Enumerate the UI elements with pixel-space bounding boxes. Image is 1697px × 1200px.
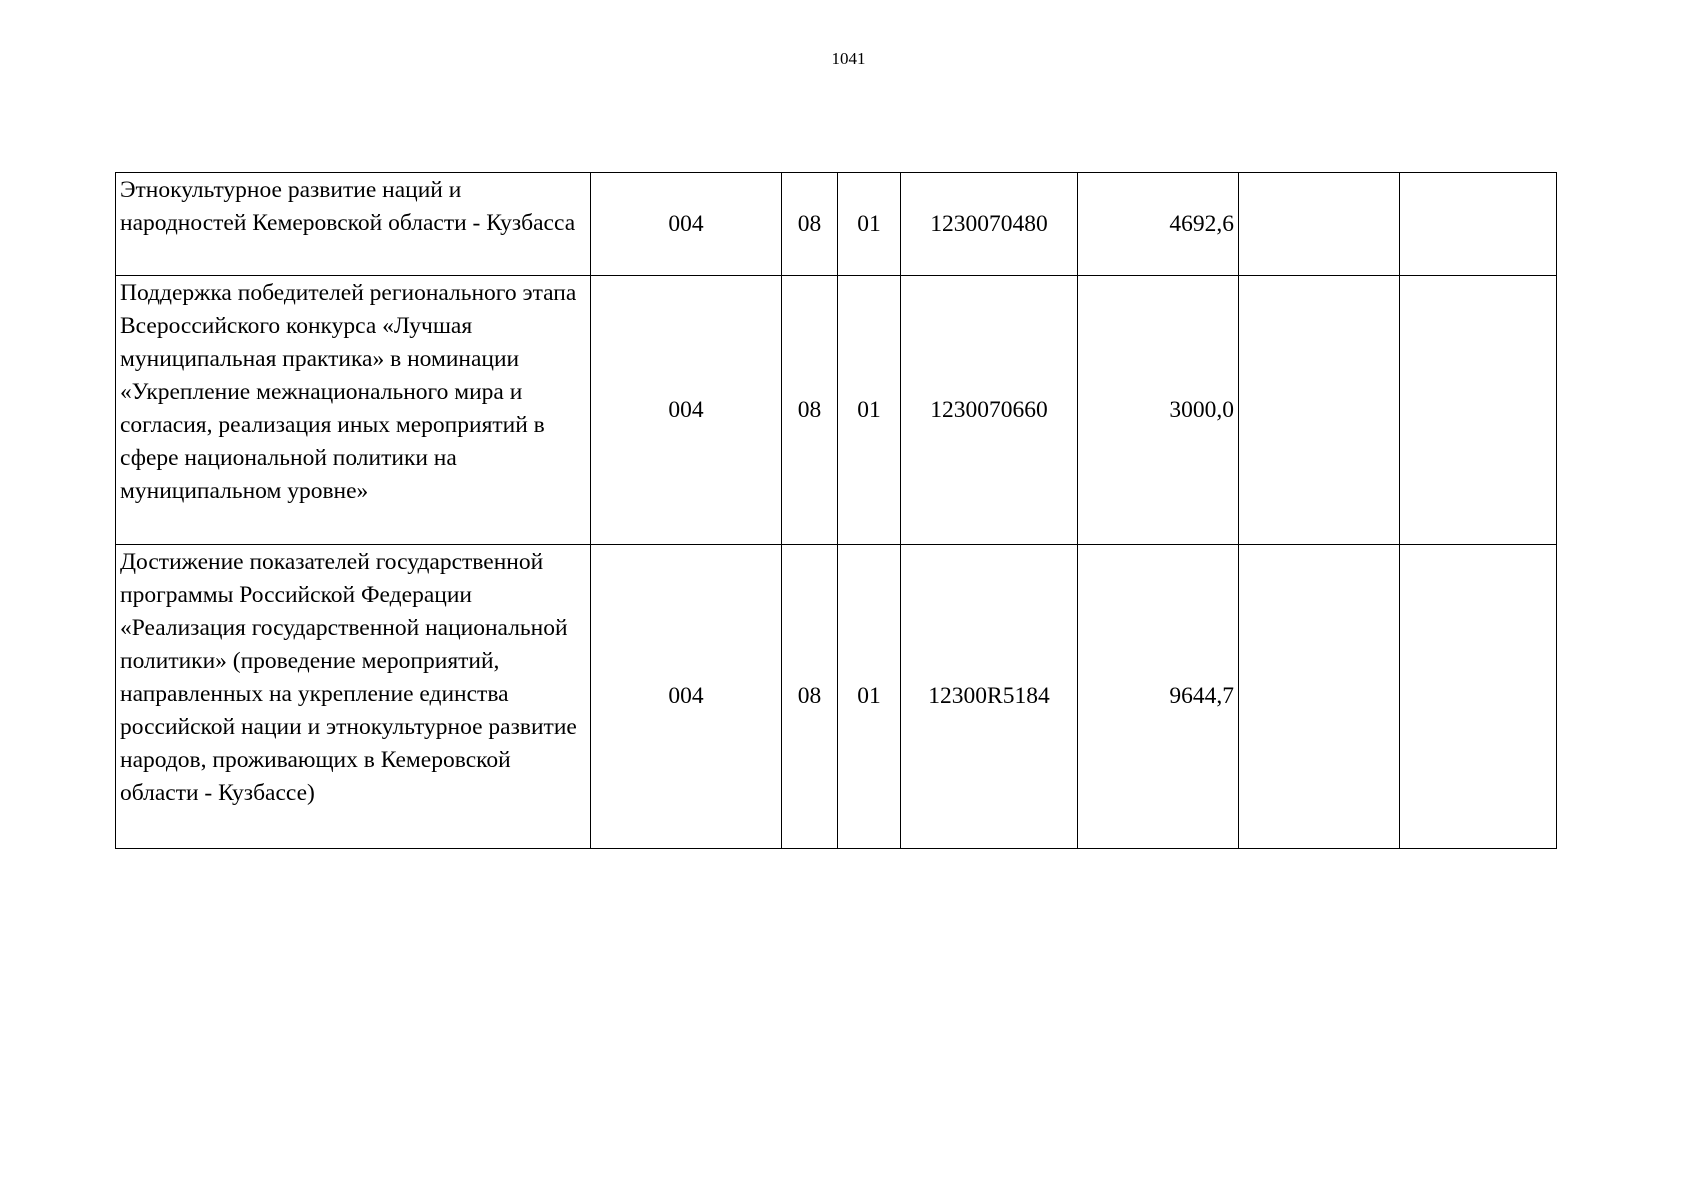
section-code-cell: 08 xyxy=(782,545,838,849)
page-number: 1041 xyxy=(831,49,866,68)
target-article-cell: 12300R5184 xyxy=(901,545,1078,849)
empty-cell xyxy=(1239,545,1400,849)
subsection-code-cell: 01 xyxy=(838,545,901,849)
section-code-cell: 08 xyxy=(782,173,838,276)
table-row xyxy=(116,173,1557,276)
ministry-code-cell: 004 xyxy=(591,173,782,276)
table-row xyxy=(116,545,1557,849)
budget-table xyxy=(115,172,1557,849)
ministry-code-cell: 004 xyxy=(591,545,782,849)
table-row xyxy=(116,276,1557,545)
subsection-code-cell: 01 xyxy=(838,173,901,276)
expense-name-cell: Поддержка победителей регионального этапа Всероссийского конкурса «Лучшая муниципальная практика» в номинации «Укрепление межнационального мира и согласия, реализация иных мероприятий в сфере национальной политики на муниципальном уровне» xyxy=(116,276,591,545)
subsection-code-cell: 01 xyxy=(838,276,901,545)
amount-cell: 3000,0 xyxy=(1078,276,1239,545)
empty-cell xyxy=(1400,276,1557,545)
target-article-cell: 1230070480 xyxy=(901,173,1078,276)
empty-cell xyxy=(1400,173,1557,276)
amount-cell: 9644,7 xyxy=(1078,545,1239,849)
target-article-cell: 1230070660 xyxy=(901,276,1078,545)
expense-name-cell: Этнокультурное развитие наций и народностей Кемеровской области - Кузбасса xyxy=(116,173,591,276)
ministry-code-cell: 004 xyxy=(591,276,782,545)
empty-cell xyxy=(1239,276,1400,545)
empty-cell xyxy=(1400,545,1557,849)
empty-cell xyxy=(1239,173,1400,276)
expense-name-cell: Достижение показателей государственной программы Российской Федерации «Реализация государственной национальной политики» (проведение мероприятий, направленных на укрепление единства российской нации и этнокультурное развитие народов, проживающих в Кемеровской области - Кузбассе) xyxy=(116,545,591,849)
section-code-cell: 08 xyxy=(782,276,838,545)
amount-cell: 4692,6 xyxy=(1078,173,1239,276)
